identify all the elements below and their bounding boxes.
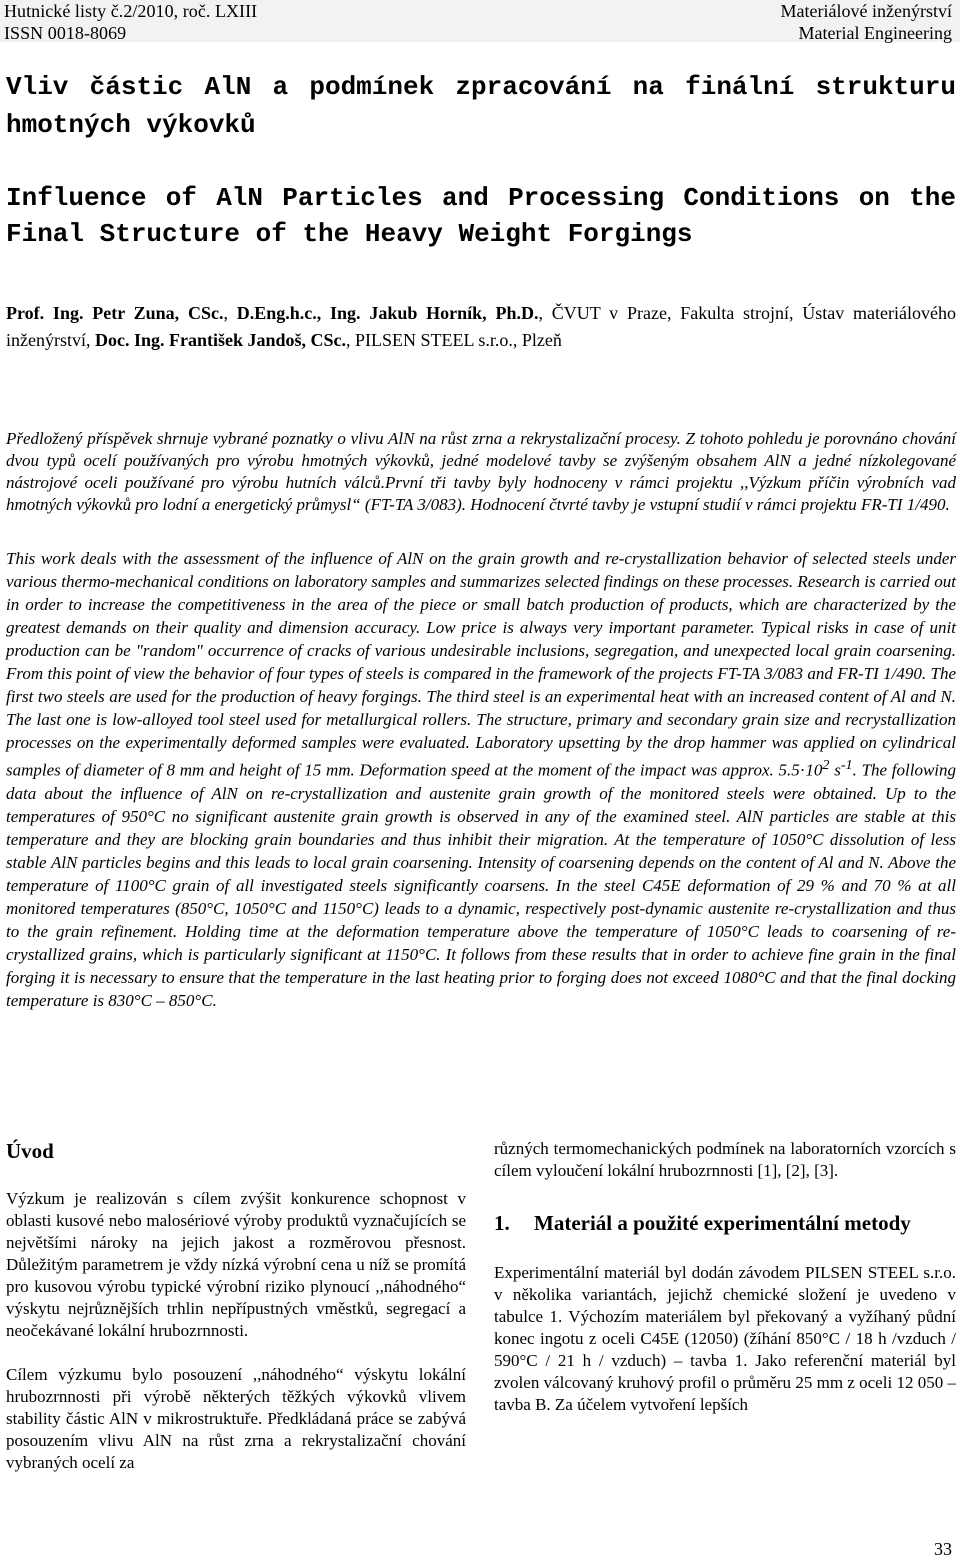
page-number: 33 (934, 1539, 952, 1559)
intro-heading: Úvod (6, 1139, 54, 1163)
header-left (4, 0, 257, 44)
abstract-en-exp-2: -1 (840, 757, 853, 773)
section-1-paragraph: Experimentální materiál byl dodán závodem PILSEN STEEL s.r.o. v několika variantách, jejichž chemické složení je uvedeno v tabulce 1. Výchozím materiálem byl překovaný a vyžíhaný půdní konec ingotu z oceli C45E (12050) (žíhání 850°C / 18 h /vzduch / 590°C / 21 h / vzduch) – tavba 1. Jako referenční materiál byl zvolen válcovaný kruhový profil o průměru 25 mm z oceli 12 050 – tavba B. Za účelem vytvoření lepších (494, 1263, 956, 1414)
journal-issue: Hutnické listy č.2/2010, roč. LXIII (4, 1, 258, 21)
left-column (6, 1138, 466, 1474)
right-column (494, 1138, 956, 1416)
affiliation-2: , PILSEN STEEL s.r.o., Plzeň (346, 330, 562, 350)
abstract-en-part-1: This work deals with the assessment of the influence of AlN on the grain growth and re-crystallization behavior of selected steels under various thermo-mechanical conditions on laboratory samples and summarizes selected findings on these processes. Research is carried out in order to increase the competitiveness in the area of the piece or small batch production of products, which are characterized by the greatest demands on their quality and dimension accuracy. Low price is always very important parameter. Typical risks in case of unit production can be "random" occurrence of cracks of various undesirable inclusions, segregation, and unexpected local grain coarsening. From this point of view the behavior of four types of steels is compared in the framework of the projects FT-TA 3/083 and FR-TI 1/490. The first two steels are used for the production of heavy forgings. The third steel is an experimental heat with an increased content of Al and N. The last one is low-alloyed tool steel used for metallurgical rollers. The structure, primary and secondary grain size and recrystallization processes on the experimentally deformed samples were evaluated. Laboratory upsetting by the drop hammer was applied on cylindrical samples of diameter of 8 mm and height of 15 mm. Deformation speed at the moment of the impact was approx. 5.5 (6, 549, 956, 780)
intro-paragraph-2: Cílem výzkumu bylo posouzení ,,náhodného“ výskytu lokální hrubozrnnosti při výrobě některých těžkých výkovků vlivem stability částic AlN v mikrostruktuře. Předkládaná práce se zabývá posouzením vlivu AlN na růst zrna a rekrystalizační chování vybraných ocelí za (6, 1365, 466, 1472)
author-separator: , (223, 303, 237, 323)
title-english: Influence of AlN Particles and Processing Conditions on the Final Structure of the Heavy Weight Forgings (6, 183, 956, 249)
abstract-en-part-2: . The following data about the influence of AlN on re-crystallization and austenite grain growth of the monitored steels were obtained. Up to the temperatures of 950°C no significant austenite grain growth is observed in any of the examined steel. AlN particles are stable at this temperature and they are blocking grain boundaries and thus inhibit their migration. At the temperature of 1050°C dissolution of less stable AlN particles begins and this leads to local grain coarsening. Intensity of coarsening depends on the content of Al and N. Above the temperature of 1100°C grain of all investigated steels significantly coarsens. In the steel C45E deformation of 29 % and 70 % at all monitored temperatures (850°C, 1050°C and 1150°C) leads to a dynamic, respectively post-dynamic austenite re-crystallization and thus to the grain refinement. Holding time at the deformation temperature above the temperature of 1050°C leads to coarsening of re-crystallized grains, which is particularly significant at 1150°C. It follows from these results that in order to achieve fine grain in the final forging it is necessary to ensure that the temperature in the last heating prior to forging does not exceed 1080°C and that the final docking temperature is 830°C – 850°C. (6, 760, 957, 1010)
author-2: D.Eng.h.c., Ing. Jakub Horník, Ph.D. (236, 303, 539, 323)
abstract-en-times: · (799, 760, 806, 780)
section-en: Material Engineering (798, 23, 952, 43)
section-1-heading (494, 1208, 956, 1238)
author-3: Doc. Ing. František Jandoš, CSc. (94, 330, 347, 350)
intro-paragraph-continued: různých termomechanických podmínek na laboratorních vzorcích s cílem vyloučení lokální hrubozrnnosti [1], [2], [3]. (494, 1139, 956, 1180)
abstract-english (6, 547, 956, 1012)
issn: ISSN 0018-8069 (4, 23, 127, 43)
abstract-czech: Předložený příspěvek shrnuje vybrané poznatky o vlivu AlN na růst zrna a rekrystalizační procesy. Z tohoto pohledu je porovnáno chování dvou typů ocelí používaných pro výrobu hmotných výkovků, jedné modelové tavby se zvýšeným obsahem AlN a jedné nízkolegované nástrojové oceli používané pro výrobu hutních válců.První tři tavby byly hodnoceny v rámci projektu ,,Výzkum příčin výrobních vad hmotných výkovků pro lodní a energetický průmysl“ (FT-TA 3/083). Hodnocení čtvrté tavby je vstupní studií v rámci projektu FR-TI 1/490. (6, 429, 956, 514)
running-header (0, 0, 960, 42)
intro-paragraph-1: Výzkum je realizován s cílem zvýšit konkurence schopnost v oblasti kusové nebo malosériové výroby produktů vyznačujících se největšími nároky na jejich jakost a rozměrovou přesnost. Důležitým parametrem je vždy nízká výrobní cena u níž se promítá pro kusovou výrobu typické výrobní riziko plynoucí ,,náhodného“ výskytu nejrůznějších trhlin nepřípustných vměstků, segregací a neočekávané lokální hrubozrnnosti. (6, 1189, 466, 1340)
abstract-en-base: 10 (805, 760, 823, 780)
header-right (781, 0, 952, 44)
abstract-en-unit: s (829, 760, 841, 780)
title-czech: Vliv částic AlN a podmínek zpracování na finální strukturu hmotných výkovků (6, 72, 956, 140)
affiliation-1: , ČVUT v Praze, Fakulta strojní, Ústav materiálového inženýrství, (6, 303, 956, 350)
authors-block (6, 300, 956, 354)
section-1-number: 1. (494, 1211, 510, 1235)
abstract-en-exp-1: 2 (822, 757, 830, 773)
section-cz: Materiálové inženýrství (780, 1, 952, 21)
section-1-title: Materiál a použité experimentální metody (534, 1211, 911, 1235)
author-1: Prof. Ing. Petr Zuna, CSc. (6, 303, 224, 323)
